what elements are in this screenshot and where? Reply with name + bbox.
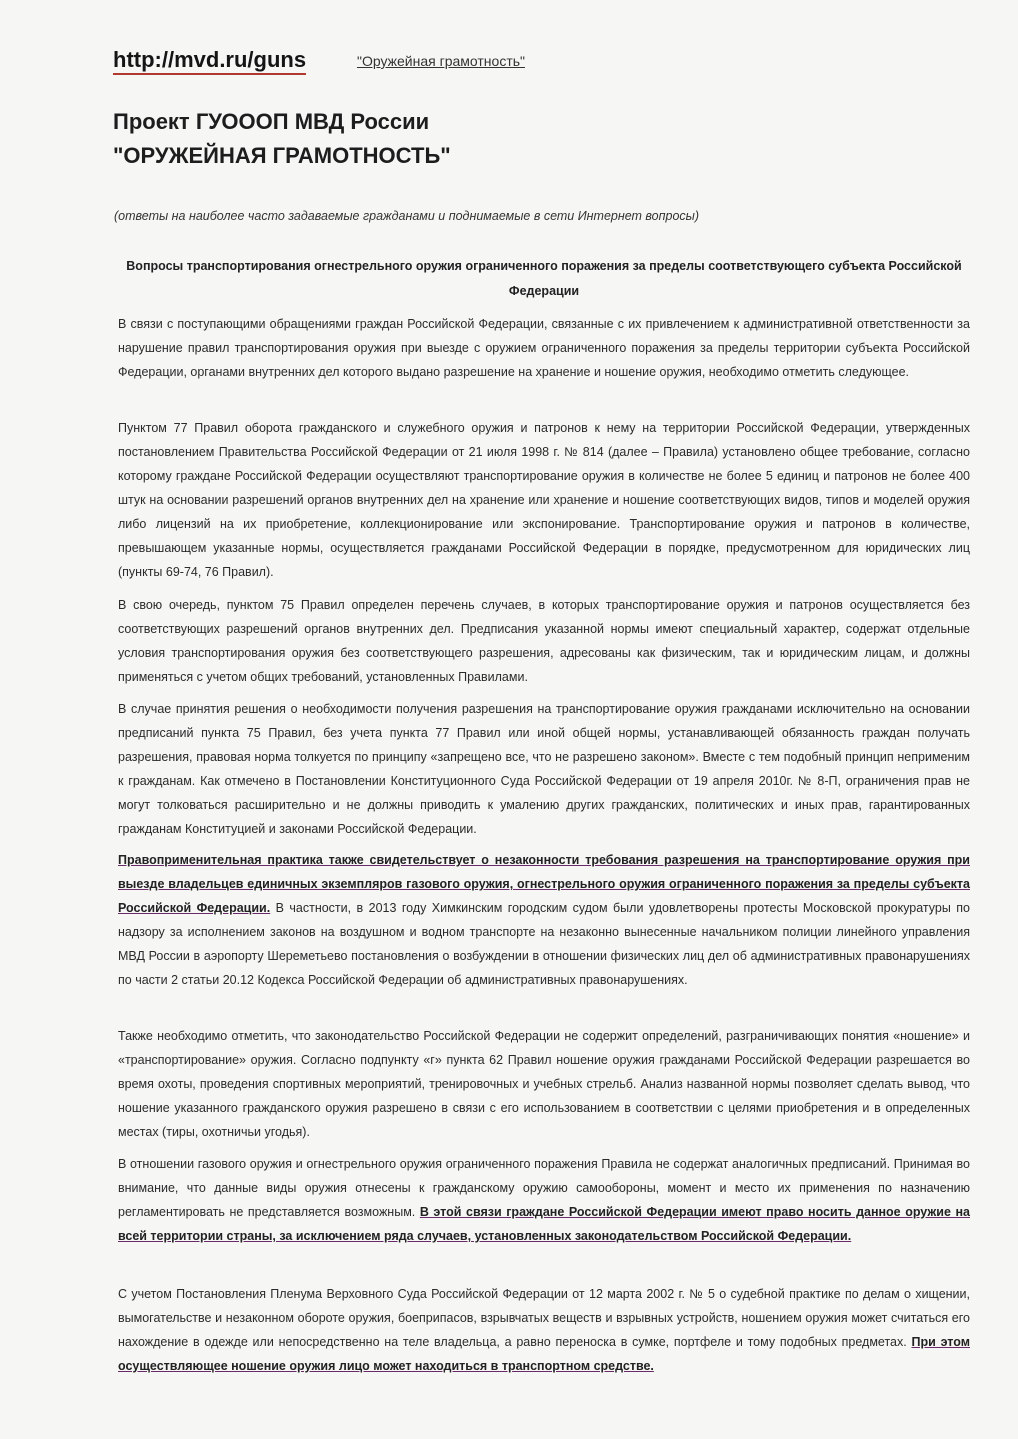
paragraph-5-rest: В частности, в 2013 году Химкинским городским судом были удовлетворены протесты Московской прокуратуры по надзору за исполнением законов на воздушном и водном транспорте на незаконно вынесенные начальником полиции линейного управления МВД России в аэропорту Шереметьево постановления о возбуждении в отношении физических лиц дел об административных правонарушениях по части 2 статьи 20.12 Кодекса Российской Федерации об административных правонарушениях. — [118, 901, 970, 987]
paragraph-8 — [118, 1282, 970, 1378]
paragraph-4: В случае принятия решения о необходимости получения разрешения на транспортирование оружия гражданами исключительно на основании предписаний пункта 75 Правил, без учета пункта 77 Правил или иной общей нормы, устанавливающей обязанность граждан получать разрешения, правовая норма толкуется по принципу «запрещено все, что не разрешено законом». Вместе с тем подобный принцип неприменим к гражданам. Как отмечено в Постановлении Конституционного Суда Российской Федерации от 19 апреля 2010г. № 8-П, ограничения прав не могут толковаться расширительно и не должны приводить к умалению других гражданских, политических и иных прав, гарантированных гражданам Конституцией и законами Российской Федерации. — [118, 702, 970, 836]
paragraph-7-underlined: В этой связи граждане Российской Федерации имеют право носить данное оружие на всей территории страны, за исключением ряда случаев, установленных законодательством Российской Федерации. — [118, 1205, 970, 1243]
paragraph-7-start: В отношении газового оружия и огнестрельного оружия ограниченного поражения Правила не содержат аналогичных предписаний. Принимая во внимание, что данные виды оружия отнесены к гражданскому оружию самообороны, момент и место их применения по назначению регламентировать не представляется возможным. — [118, 1157, 970, 1219]
paragraph-8-underlined: При этом осуществляющее ношение оружия лицо может находиться в транспортном средстве. — [118, 1335, 970, 1373]
paragraph-2: Пунктом 77 Правил оборота гражданского и служебного оружия и патронов к нему на территории Российской Федерации, утвержденных постановлением Правительства Российской Федерации от 21 июля 1998 г. № 814 (далее – Правила) установлено общее требование, согласно которому граждане Российской Федерации осуществляют транспортирование оружия в количестве не более 5 единиц и патронов не более 400 штук на основании разрешений органов внутренних дел на хранение или хранение и ношение соответствующих видов, типов и моделей оружия либо лицензий на их приобретение, коллекционирование или экспонирование. Транспортирование оружия и патронов в количестве, превышающем указанные нормы, осуществляется гражданами Российской Федерации в порядке, предусмотренном для юридических лиц (пункты 69-74, 76 Правил). — [118, 421, 970, 579]
source-url-link[interactable]: http://mvd.ru/guns — [113, 47, 306, 75]
document-subtitle: (ответы на наиболее часто задаваемые гражданами и поднимаемые в сети Интернет вопросы) — [114, 209, 700, 223]
paragraph-8-start: С учетом Постановления Пленума Верховного Суда Российской Федерации от 12 марта 2002 г. № 5 о судебной практике по делам о хищении, вымогательстве и незаконном обороте оружия, боеприпасов, взрывчатых веществ и взрывных устройств, ношением оружия может считаться его нахождение в одежде или непосредственно на теле владельца, а равно переноска в сумке, портфеле и тому подобных предметах. — [118, 1287, 970, 1349]
document-title — [113, 105, 451, 173]
paragraph-7 — [118, 1152, 970, 1248]
paragraph-3: В свою очередь, пунктом 75 Правил определен перечень случаев, в которых транспортирование оружия и патронов осуществляется без соответствующих разрешений органов внутренних дел. Предписания указанной нормы имеют специальный характер, содержат отдельные условия транспортирования оружия без соответствующего разрешения, адресованы как физическим, так и юридическим лицам, и должны применяться с учетом общих требований, установленных Правилами. — [118, 598, 970, 684]
title-line-2: "ОРУЖЕЙНАЯ ГРАМОТНОСТЬ" — [113, 143, 451, 168]
paragraph-6: Также необходимо отметить, что законодательство Российской Федерации не содержит определений, разграничивающих понятия «ношение» и «транспортирование» оружия. Согласно подпункту «г» пункта 62 Правил ношение оружия гражданами Российской Федерации разрешается во время охоты, проведения спортивных мероприятий, тренировочных и учебных стрельб. Анализ названной нормы позволяет сделать вывод, что ношение указанного гражданского оружия разрешено в связи с его использованием в соответствии с целями приобретения и в определенных местах (тиры, охотничьи угодья). — [118, 1029, 970, 1139]
project-name-quote: "Оружейная грамотность" — [357, 53, 525, 69]
section-heading: Вопросы транспортирования огнестрельного оружия ограниченного поражения за пределы соответствующего субъекта Российской Федерации — [126, 259, 962, 298]
paragraph-5-underlined: Правоприменительная практика также свидетельствует о незаконности требования разрешения на транспортирование оружия при выезде владельцев единичных экземпляров газового оружия, огнестрельного оружия ограниченного поражения за пределы субъекта Российской Федерации. — [118, 853, 970, 915]
paragraph-5 — [118, 848, 970, 992]
title-line-1: Проект ГУОООП МВД России — [113, 109, 430, 134]
paragraph-1: В связи с поступающими обращениями граждан Российской Федерации, связанные с их привлечением к административной ответственности за нарушение правил транспортирования оружия при выезде с оружием ограниченного поражения за пределы территории субъекта Российской Федерации, органами внутренних дел которого выдано разрешение на хранение и ношение оружия, необходимо отметить следующее. — [118, 317, 970, 379]
